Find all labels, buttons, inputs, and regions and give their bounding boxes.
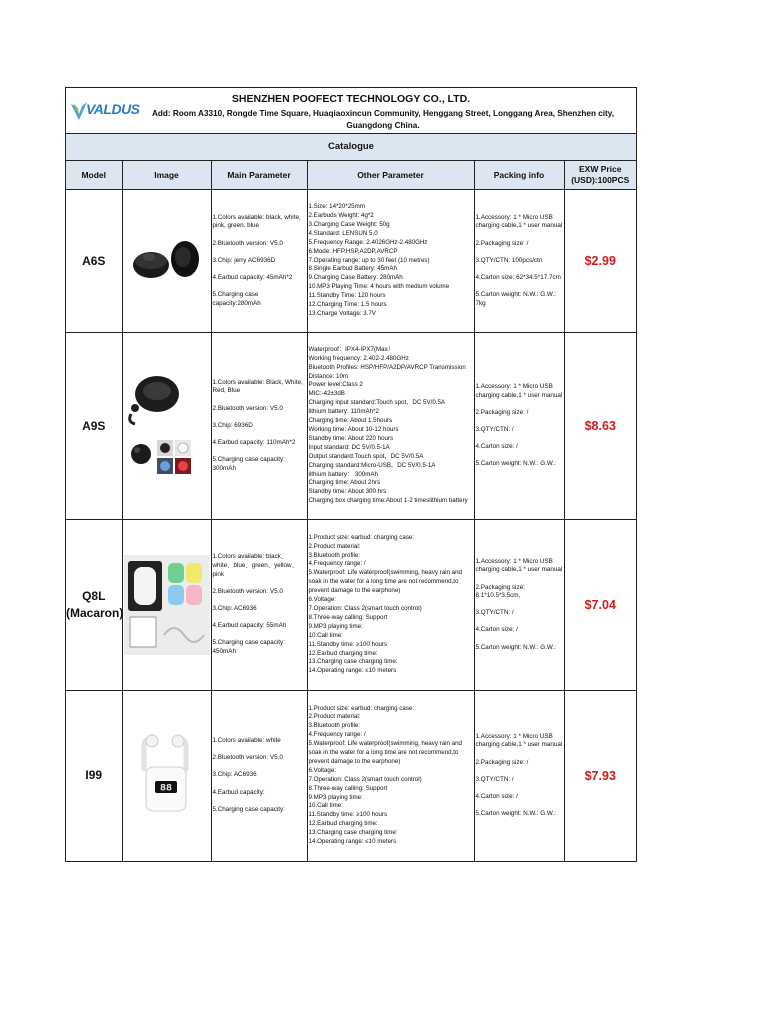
other-param: 7.Operation: Class 2(smart touch control) — [308, 605, 422, 612]
main-param: 1.Colors available: black、white、blue、green、yellow、pink — [212, 553, 298, 578]
main-param: 3.Chip: jerry AC6936D — [212, 256, 276, 264]
other-parameter-cell — [307, 691, 474, 861]
column-header-model: Model — [66, 161, 122, 190]
other-param: Bluetooth Profiles: HSP/HFP/A2DP/AVRCP Transmission — [308, 363, 466, 371]
other-param: Power level:Class 2 — [308, 381, 363, 389]
other-param: 5.Waterproof: Life waterproof(swimming, heavy rain and soak in the water for a long time are not recommend,to prevent damage to the earphone) — [308, 740, 462, 765]
other-param: 1.Product size: earbud: charging case: — [308, 533, 415, 541]
price-cell: $7.93 — [564, 691, 636, 861]
other-param: 9.Charging Case Battery: 280mAh — [308, 274, 403, 282]
other-param: 4.Standard: LENSUN 5.0 — [308, 229, 378, 237]
model-cell: Q8L (Macaron) — [66, 520, 122, 691]
product-table — [66, 161, 636, 861]
other-param: Waterproof：IPX4-IPX7(Max） — [308, 345, 394, 353]
other-param: 1.Product size: earbud: charging case: — [308, 704, 415, 712]
other-param: 3.Bluetooth profile: — [308, 722, 361, 730]
price-cell: $8.63 — [564, 333, 636, 520]
packing-line: 3.QTY/CTN: / — [475, 775, 514, 783]
main-param: 3.Chip: 6936D — [212, 421, 253, 429]
battery-display-digits: 88 — [159, 783, 172, 795]
other-param: 6.Voltage: — [308, 766, 337, 774]
other-param: 10.Call time: — [308, 802, 343, 810]
company-name: SHENZHEN POOFECT TECHNOLOGY CO., LTD. — [231, 93, 471, 105]
main-param: 4.Earbud capacity: 55mAh — [212, 622, 287, 630]
other-param: 9.MP3 playing time: — [308, 793, 363, 801]
other-param: Charging standard:Micro-USB，DC 5V/0.5-1A — [308, 461, 436, 469]
other-parameter-cell — [307, 520, 474, 691]
main-param: 2.Bluetooth version: V5.0 — [212, 404, 283, 412]
main-param: 5.Charging case capacity: 450mAh — [212, 639, 285, 655]
other-param: Output standard:Touch spot，DC 5V/0.5A — [308, 452, 424, 460]
model-cell: A6S — [66, 190, 122, 333]
table-row — [66, 691, 636, 861]
other-param: Charging time: About 2hrs — [308, 479, 381, 487]
other-param: Input standard: DC 5V/0.5-1A — [308, 443, 390, 451]
other-param: 11.Standby time: ≥100 hours — [308, 640, 388, 648]
other-param: Charging input standard:Touch spot，DC 5V/0.5A — [308, 399, 446, 407]
catalogue-sheet — [65, 87, 637, 862]
model-cell: I99 — [66, 691, 122, 861]
packing-line: 4.Carton size: 62*34.5*17.7cm — [475, 273, 561, 281]
main-parameter-cell — [211, 520, 307, 691]
other-param: 9.MP3 playing time: — [308, 622, 363, 630]
other-param: 12.Earbud charging time: — [308, 820, 378, 828]
main-parameter-cell — [211, 691, 307, 861]
packing-line: 5.Carton weight: N.W.: G.W.: — [475, 460, 556, 468]
other-param: 3.Bluetooth profile: — [308, 551, 361, 559]
main-param: 4.Earbud capacity: — [212, 788, 265, 796]
model-cell: A9S — [66, 333, 122, 520]
other-param: 4.Frequency range: / — [308, 560, 366, 568]
packing-line: 2.Packaging size: / — [475, 758, 529, 766]
other-param: 12.Charging Time: 1.5 hours — [308, 301, 387, 309]
company-address — [136, 108, 630, 132]
other-param: 13.Charge Voltage: 3.7V — [308, 309, 376, 317]
product-image-cell — [122, 520, 211, 691]
packing-line: 3.QTY/CTN: / — [475, 426, 514, 433]
packing-line: 1.Accessory: 1 * Micro USB charging cable,1 * user manual — [475, 383, 563, 399]
white-earbuds-display-case-icon — [132, 731, 202, 821]
main-param: 2.Bluetooth version: V5.0 — [212, 754, 283, 762]
other-param: 7.Operation: Class 2(smart touch control) — [308, 775, 422, 783]
packing-line: 5.Carton weight: N.W.: G.W.: — [475, 810, 556, 818]
packing-line: 5.Carton weight: N.W.: G.W.: 7kg — [475, 291, 556, 307]
catalogue-title: Catalogue — [66, 134, 636, 161]
other-param: 14.Operating range: ≤10 meters — [308, 838, 397, 846]
other-param: Standby time: About 300 hrs — [308, 488, 387, 496]
other-param: 6.Voltage: — [308, 596, 337, 604]
column-header-other: Other Parameter — [307, 161, 474, 190]
other-param: 11.Standby Time: 120 hours — [308, 292, 386, 300]
other-param: 6.Mode: HFP,HSP,A2DP,AVRCP — [308, 247, 398, 255]
packing-line: 4.Carton size: / — [475, 626, 518, 634]
other-param: 12.Earbud charging time: — [308, 649, 378, 657]
main-param: 4.Earbud capacity: 110mAh*2 — [212, 438, 296, 446]
other-param: Charging time: About 1.5hours — [308, 417, 393, 425]
other-param: 14.Operating range: ≤10 meters — [308, 667, 397, 675]
other-param: 7.Operating range: up to 30 feet (10 metres) — [308, 256, 430, 264]
main-param: 4.Earbud capacity: 45mAh*2 — [212, 273, 293, 281]
other-param: 13.Charging case charging time: — [308, 658, 398, 666]
other-param: 2.Product material: — [308, 542, 361, 550]
other-param: Standby time: About 220 hours — [308, 434, 394, 442]
packing-line: 2.Packaging size: / — [475, 239, 529, 247]
main-parameter-cell — [211, 333, 307, 520]
main-param: 5.Charging case capacity: 300mAh — [212, 456, 285, 472]
other-param: 8.Three-way calling: Support — [308, 613, 388, 621]
packing-line: 2.Packaging size: / — [475, 408, 529, 416]
address-line-2: Guangdong China. — [346, 121, 420, 130]
packing-info-cell — [474, 333, 564, 520]
table-header-row — [66, 161, 636, 190]
other-param: 10.MP3 Playing Time: 4 hours with medium volume — [308, 283, 450, 291]
other-param: 8.Single Earbud Battery: 45mAh — [308, 265, 397, 273]
packing-line: 2.Packaging size: 8.1*10.5*3.5cm, — [475, 583, 525, 600]
packing-line: 5.Carton weight: N.W.: G.W.: — [475, 643, 556, 651]
main-param: 3.Chip: AC6936 — [212, 771, 257, 779]
main-param: 1.Colors available: Black, White, Red, Blue — [212, 378, 303, 395]
packing-line: 4.Carton size: / — [475, 792, 518, 800]
product-image-cell — [122, 333, 211, 520]
other-param: 10.Call time: — [308, 631, 343, 639]
column-header-packing: Packing info — [474, 161, 564, 190]
black-earbuds-case-icon — [123, 231, 211, 291]
packing-info-cell — [474, 691, 564, 861]
main-param: 2.Bluetooth version: V5.0 — [212, 239, 283, 247]
price-cell: $2.99 — [564, 190, 636, 333]
main-parameter-cell — [211, 190, 307, 333]
main-param: 5.Charging case capacity:280mAh — [212, 291, 261, 307]
other-param: lithium battery： 300mAh — [308, 470, 378, 478]
packing-line: 3.QTY/CTN: 100pcs/ctn — [475, 256, 543, 264]
column-header-image: Image — [122, 161, 211, 190]
packing-info-cell — [474, 190, 564, 333]
logo-text: VALDUS — [86, 101, 140, 117]
address-line-1: Add: Room A3310, Rongde Time Square, Huaqiaoxincun Community, Henggang Street, Longgang Area, Shenzhen city, — [151, 109, 615, 118]
packing-info-cell — [474, 520, 564, 691]
other-param: 4.Frequency range: / — [308, 731, 366, 739]
macaron-earbuds-icon — [124, 555, 210, 655]
other-param: 2.Earbuds Weight: 4g*2 — [308, 212, 374, 220]
product-image-cell — [122, 691, 211, 861]
packing-line: 1.Accessory: 1 * Micro USB charging cable,1 * user manual — [475, 732, 563, 749]
main-param: 3.Chip: AC6936 — [212, 605, 257, 612]
packing-line: 4.Carton size: / — [475, 443, 518, 451]
other-param: 3.Charging Case Weight: 50g — [308, 220, 390, 228]
other-param: MIC:-42±3dB — [308, 390, 345, 398]
other-param: 13.Charging case charging time: — [308, 829, 398, 837]
main-param: 5.Charging case capacity: — [212, 805, 285, 813]
other-param: lithium battery: 110mAh*2 — [308, 408, 379, 416]
main-param: 1.Colors available: white — [212, 737, 281, 745]
packing-line: 1.Accessory: 1 * Micro USB charging cable,1 * user manual — [475, 213, 563, 230]
company-header — [66, 88, 636, 134]
earbuds-colors-collage-icon — [123, 366, 211, 486]
other-param: Distance: 10m — [308, 372, 349, 380]
packing-line: 3.QTY/CTN: / — [475, 609, 514, 617]
other-param: 2.Product material: — [308, 713, 361, 721]
other-param: 1.Size: 14*20*25mm — [308, 203, 365, 211]
other-parameter-cell — [307, 190, 474, 333]
table-row — [66, 333, 636, 520]
other-param: 5.Frequency Range: 2.4026GHz-2.480GHz — [308, 238, 428, 246]
product-image-cell — [122, 190, 211, 333]
main-param: 2.Bluetooth version: V5.0 — [212, 587, 283, 595]
other-parameter-cell — [307, 333, 474, 520]
main-param: 1.Colors available: black, white, pink, green, blue — [212, 213, 301, 230]
other-param: Charging box charging time:About 1-2 timeslithium battery — [308, 497, 468, 505]
other-param: Working time: About 10-12 hours — [308, 426, 399, 433]
table-row — [66, 520, 636, 691]
packing-line: 1.Accessory: 1 * Micro USB charging cable,1 * user manual — [475, 557, 563, 574]
other-param: 11.Standby time: ≥100 hours — [308, 811, 388, 819]
column-header-main: Main Parameter — [211, 161, 307, 190]
other-param: 8.Three-way calling: Support — [308, 784, 388, 792]
other-param: 5.Waterproof: Life waterproof(swimming, heavy rain and soak in the water for a long time are not recommend,to prevent damage to the earphone) — [308, 569, 462, 595]
other-param: Working frequency: 2.402-2.480GHz — [308, 354, 409, 362]
table-row — [66, 190, 636, 333]
price-cell: $7.04 — [564, 520, 636, 691]
column-header-price: EXW Price (USD):100PCS — [564, 161, 636, 190]
